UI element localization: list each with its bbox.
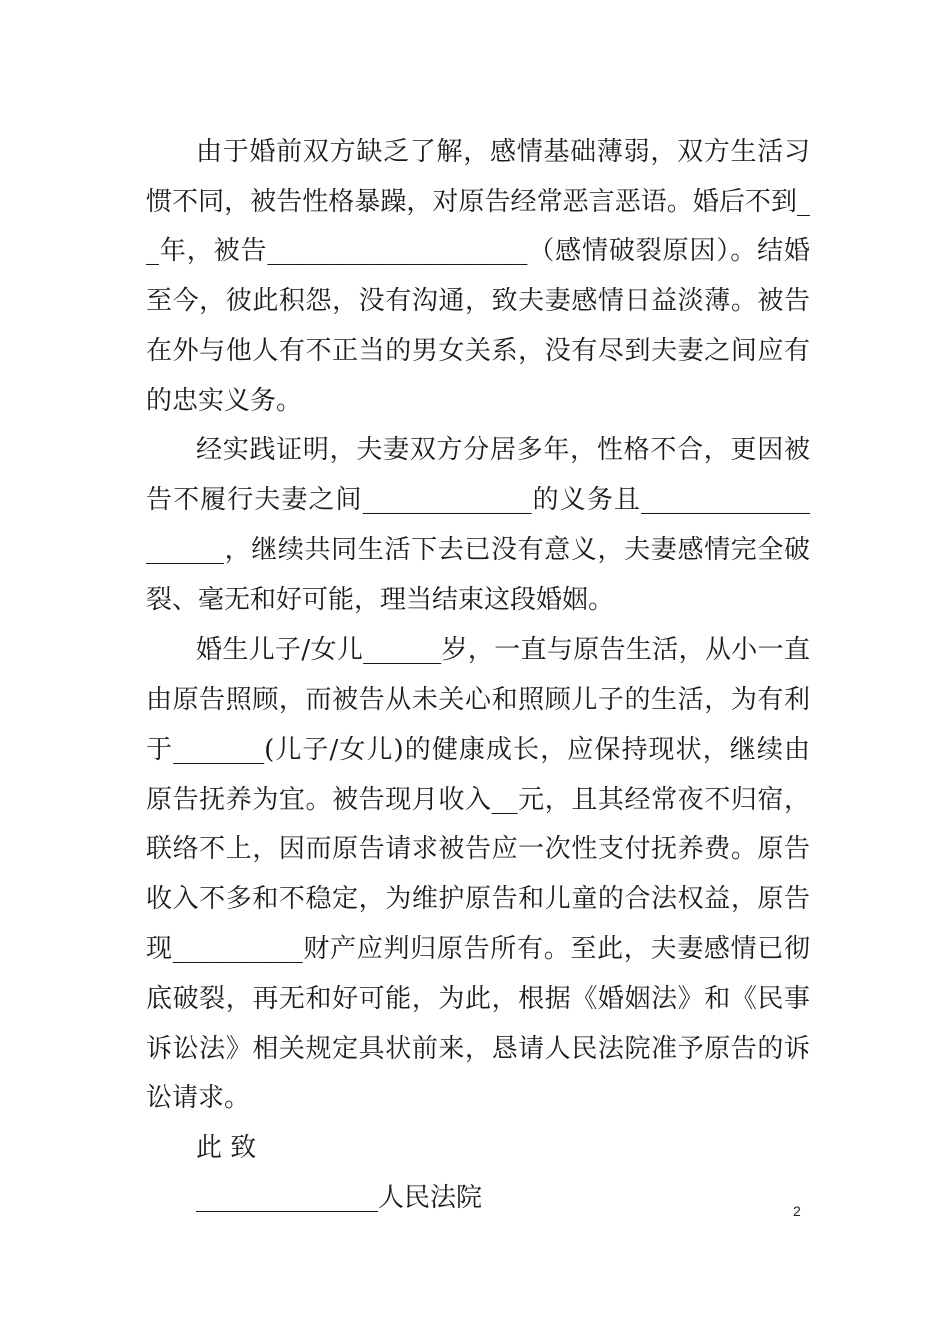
paragraph-1-line-4: 至今，彼此积怨，没有沟通，致夫妻感情日益淡薄。被告 (146, 286, 810, 316)
paragraph-1-line-2: 惯不同，被告性格暴躁，对原告经常恶言恶语。婚后不到_ (146, 187, 810, 217)
paragraph-3-line-10: 讼请求。 (146, 1083, 251, 1113)
paragraph-2-line-3: ______，继续共同生活下去已没有意义，夫妻感情完全破 (146, 535, 810, 565)
paragraph-1-line-3: _年，被告____________________（感情破裂原因）。结婚 (146, 236, 810, 266)
paragraph-1-line-1: 由于婚前双方缺乏了解，感情基础薄弱，双方生活习 (196, 137, 810, 167)
closing-salutation: 此 致 (196, 1133, 257, 1163)
paragraph-2-line-1: 经实践证明，夫妻双方分居多年，性格不合，更因被 (196, 435, 810, 465)
paragraph-3-line-1: 婚生儿子/女儿______岁，一直与原告生活，从小一直 (196, 635, 810, 665)
paragraph-3-line-3: 于_______(儿子/女儿)的健康成长，应保持现状，继续由 (146, 735, 810, 765)
paragraph-2-line-4: 裂、毫无和好可能，理当结束这段婚姻。 (146, 585, 615, 615)
paragraph-3-line-8: 底破裂，再无和好可能，为此，根据《婚姻法》和《民事 (146, 984, 810, 1014)
paragraph-1-line-5: 在外与他人有不正当的男女关系，没有尽到夫妻之间应有 (146, 336, 810, 366)
paragraph-3-line-6: 收入不多和不稳定，为维护原告和儿童的合法权益，原告 (146, 884, 810, 914)
court-name: ______________人民法院 (196, 1183, 483, 1213)
page-number: 2 (793, 1203, 801, 1219)
paragraph-3-line-2: 由原告照顾，而被告从未关心和照顾儿子的生活，为有利 (146, 685, 810, 715)
paragraph-2-line-2: 告不履行夫妻之间_____________的义务且_____________ (146, 485, 810, 515)
paragraph-3-line-7: 现__________财产应判归原告所有。至此，夫妻感情已彻 (146, 934, 810, 964)
paragraph-3-line-9: 诉讼法》相关规定具状前来，恳请人民法院准予原告的诉 (146, 1034, 810, 1064)
paragraph-1-line-6: 的忠实义务。 (146, 386, 303, 416)
paragraph-3-line-4: 原告抚养为宜。被告现月收入__元，且其经常夜不归宿， (146, 785, 810, 815)
paragraph-3-line-5: 联络不上，因而原告请求被告应一次性支付抚养费。原告 (146, 834, 810, 864)
